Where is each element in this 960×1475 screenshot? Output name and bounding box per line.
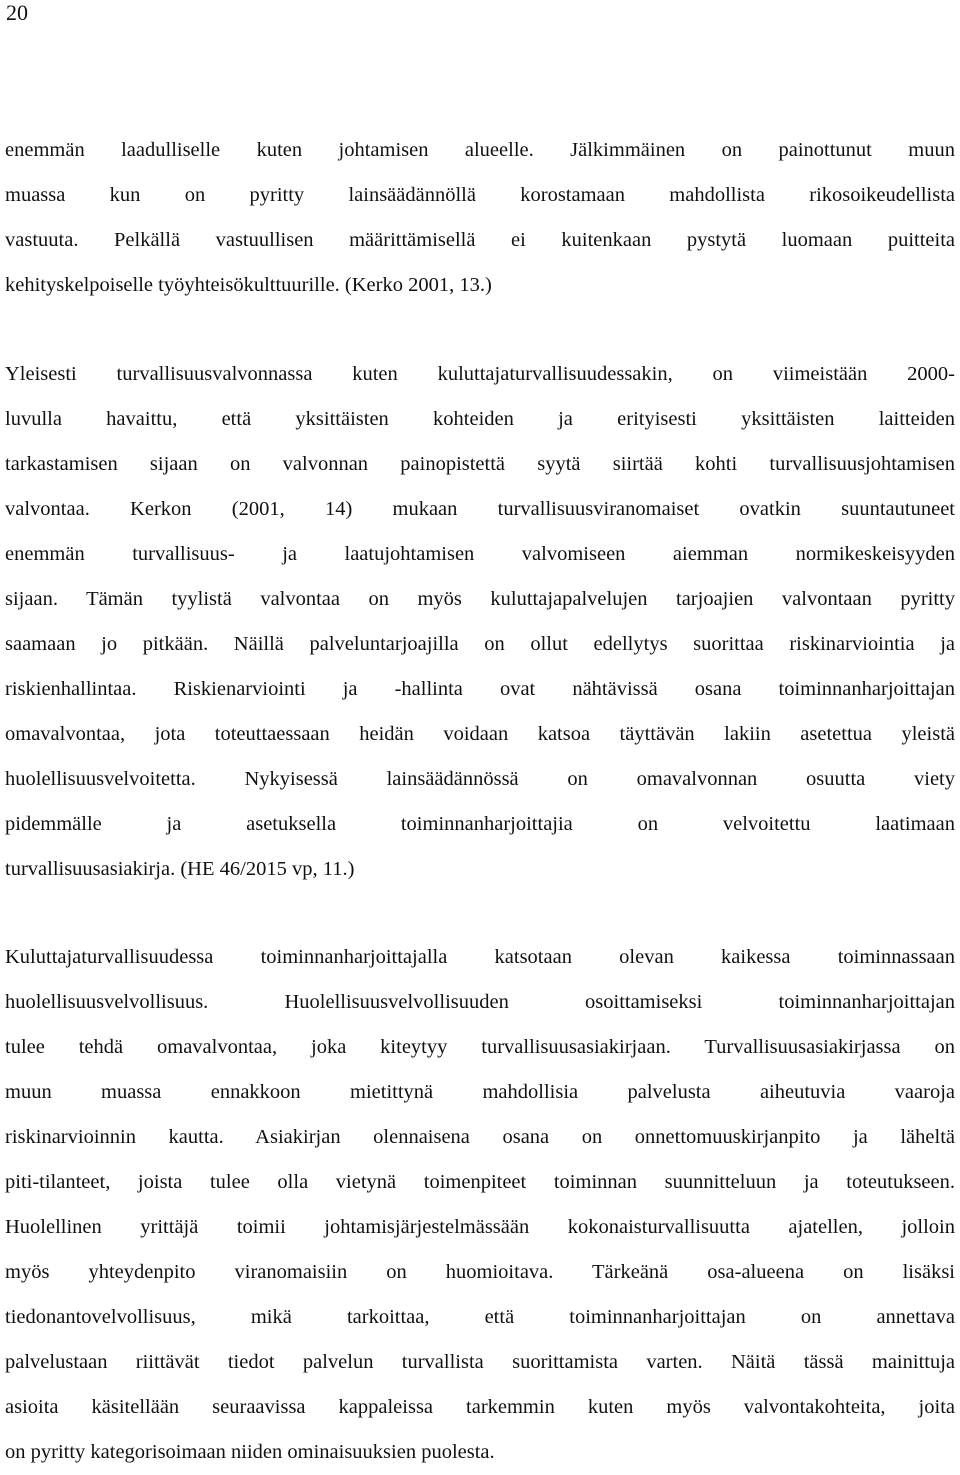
text-line: piti-tilanteet, joista tulee olla vietynä toimenpiteet toiminnan suunnitteluun ja toteutukseen. xyxy=(5,1171,955,1193)
text-line: myös yhteydenpito viranomaisiin on huomioitava. Tärkeänä osa-alueena on lisäksi xyxy=(5,1261,955,1283)
text-line: saamaan jo pitkään. Näillä palveluntarjoajilla on ollut edellytys suorittaa riskinarviointia ja xyxy=(5,633,955,655)
text-line: riskienhallintaa. Riskienarviointi ja -hallinta ovat nähtävissä osana toiminnanharjoittajan xyxy=(5,678,955,700)
text-line: luvulla havaittu, että yksittäisten kohteiden ja erityisesti yksittäisten laitteiden xyxy=(5,408,955,430)
text-line: riskinarvioinnin kautta. Asiakirjan olennaisena osana on onnettomuuskirjanpito ja läheltä xyxy=(5,1126,955,1148)
text-line: tiedonantovelvollisuus, mikä tarkoittaa, että toiminnanharjoittajan on annettava xyxy=(5,1306,955,1328)
text-line: enemmän turvallisuus- ja laatujohtamisen valvomiseen aiemman normikeskeisyyden xyxy=(5,543,955,565)
text-line: muun muassa ennakkoon mietittynä mahdollisia palvelusta aiheutuvia vaaroja xyxy=(5,1081,955,1103)
paragraph-3 xyxy=(5,935,955,1475)
text-line: valvontaa. Kerkon (2001, 14) mukaan turvallisuusviranomaiset ovatkin suuntautuneet xyxy=(5,498,955,520)
paragraph-2 xyxy=(5,352,955,892)
text-line: enemmän laadulliselle kuten johtamisen alueelle. Jälkimmäinen on painottunut muun xyxy=(5,139,955,161)
text-line: palvelustaan riittävät tiedot palvelun turvallista suorittamista varten. Näitä tässä mainittuja xyxy=(5,1351,955,1373)
text-line: asioita käsitellään seuraavissa kappaleissa tarkemmin kuten myös valvontakohteita, joita xyxy=(5,1396,955,1418)
text-line: vastuuta. Pelkällä vastuullisen määrittämisellä ei kuitenkaan pystytä luomaan puitteita xyxy=(5,229,955,251)
text-line: sijaan. Tämän tyylistä valvontaa on myös kuluttajapalvelujen tarjoajien valvontaan pyritty xyxy=(5,588,955,610)
text-line: huolellisuusvelvoitetta. Nykyisessä lainsäädännössä on omavalvonnan osuutta viety xyxy=(5,768,955,790)
text-line: Kuluttajaturvallisuudessa toiminnanharjoittajalla katsotaan olevan kaikessa toiminnassaan xyxy=(5,946,955,968)
text-line: on pyritty kategorisoimaan niiden ominaisuuksien puolesta. xyxy=(5,1441,495,1463)
text-line: turvallisuusasiakirja. (HE 46/2015 vp, 11.) xyxy=(5,858,355,880)
text-line: omavalvontaa, jota toteuttaessaan heidän voidaan katsoa täyttävän lakiin asetettua yleistä xyxy=(5,723,955,745)
text-line: tarkastamisen sijaan on valvonnan painopistettä syytä siirtää kohti turvallisuusjohtamisen xyxy=(5,453,955,475)
text-line: kehityskelpoiselle työyhteisökulttuurille. (Kerko 2001, 13.) xyxy=(5,274,492,296)
text-line: tulee tehdä omavalvontaa, joka kiteytyy turvallisuusasiakirjaan. Turvallisuusasiakirjassa on xyxy=(5,1036,955,1058)
text-line: huolellisuusvelvollisuus. Huolellisuusvelvollisuuden osoittamiseksi toiminnanharjoittajan xyxy=(5,991,955,1013)
paragraph-1 xyxy=(5,128,955,308)
text-line: Huolellinen yrittäjä toimii johtamisjärjestelmässään kokonaisturvallisuutta ajatellen, jolloin xyxy=(5,1216,955,1238)
text-line: pidemmälle ja asetuksella toiminnanharjoittajia on velvoitettu laatimaan xyxy=(5,813,955,835)
text-line: muassa kun on pyritty lainsäädännöllä korostamaan mahdollista rikosoikeudellista xyxy=(5,184,955,206)
text-line: Yleisesti turvallisuusvalvonnassa kuten kuluttajaturvallisuudessakin, on viimeistään 2000- xyxy=(5,363,955,385)
page-number: 20 xyxy=(6,0,28,25)
